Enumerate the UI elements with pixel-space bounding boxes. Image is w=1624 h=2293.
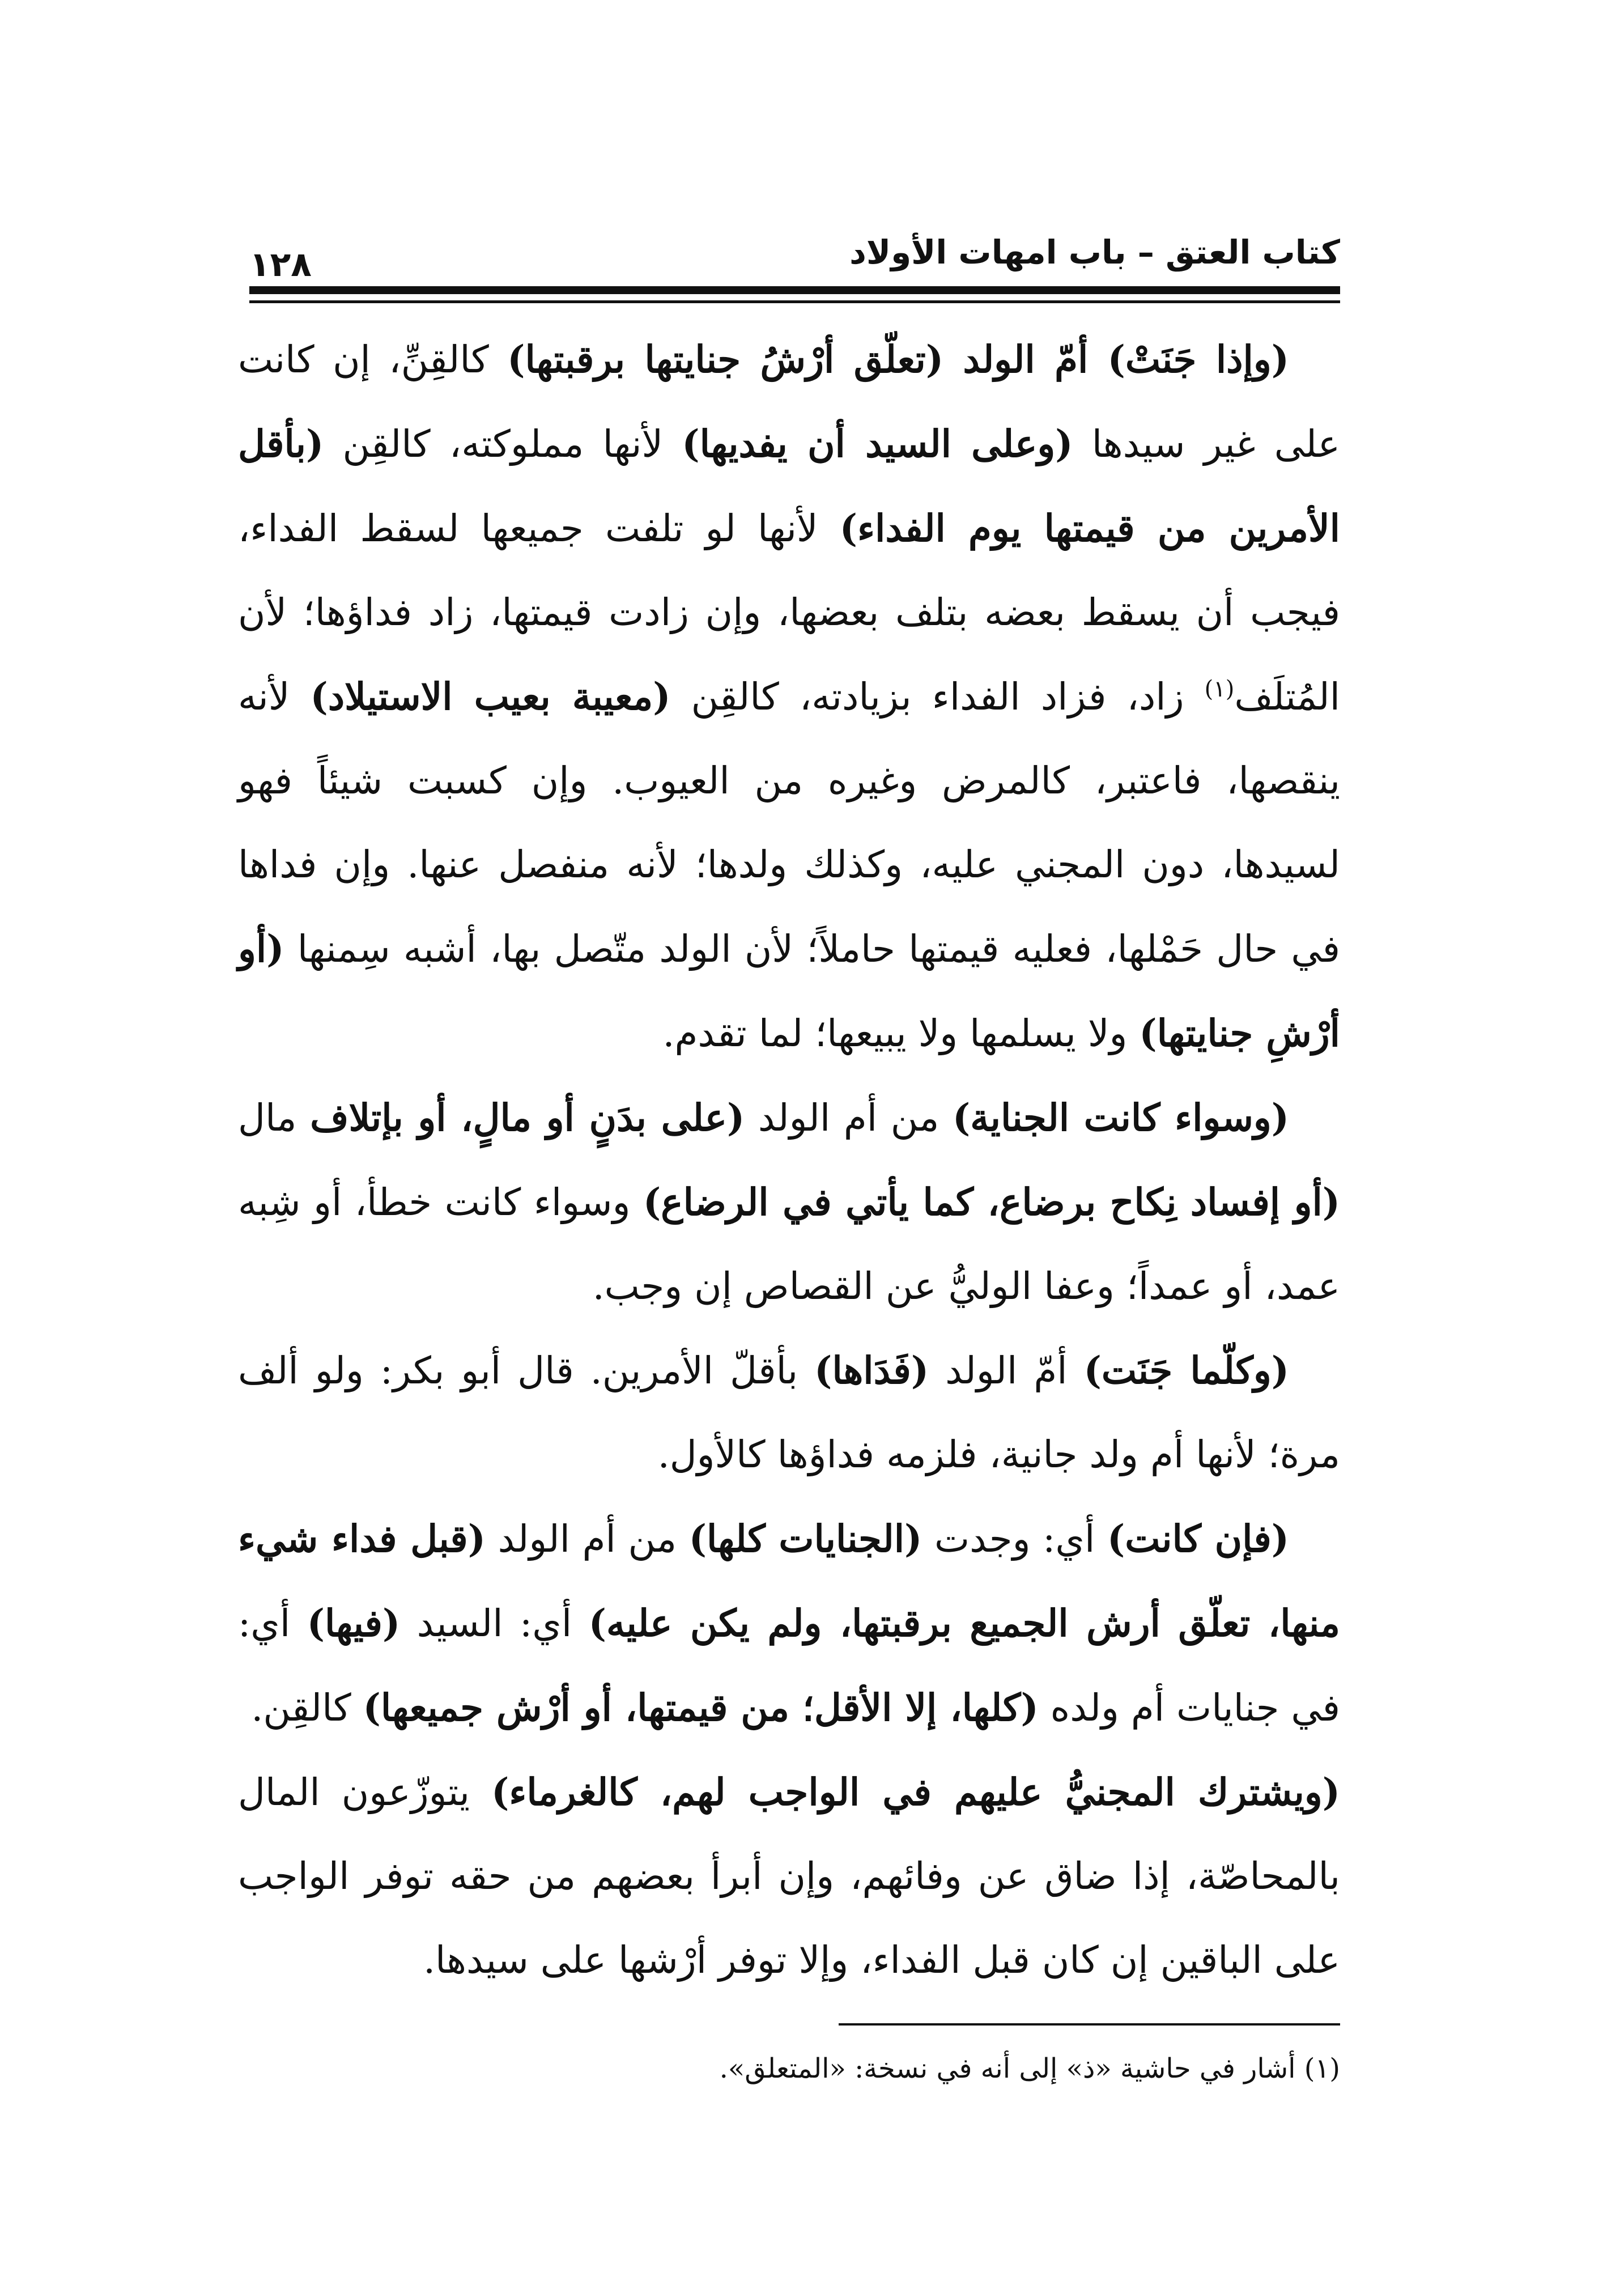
commentary-text: زاد، فزاد الفداء بزيادته، كالقِن <box>670 675 1205 719</box>
matn-text: (معيبة بعيب الاستيلاد) <box>310 674 671 719</box>
commentary-text: من أم الولد <box>745 1096 953 1140</box>
commentary-text: كالقِنِّ، إن كانت على غير سيدها <box>238 338 1340 466</box>
commentary-text: لأنه ينقصها، فاعتبر، كالمرض وغيره من العيوب. وإن كسبت شيئاً فهو لسيدها، دون المجني عليه، وكذلك ولدها؛ لأنه منفصل عنها. وإن فداها في حال حَمْلها، فعليه قيمتها حاملاً؛ لأن الولد متّصل بها، أشبه سِمنها <box>238 675 1340 971</box>
matn-text: (بأقل الأمرين من قيمتها يوم الفداء) <box>238 422 1340 550</box>
commentary-text: يتوزّعون المال بالمحاصّة، إذا ضاق عن وفائهم، وإن أبرأ بعضهم من حقه توفر الواجب على الباقين إن كان قبل الفداء، وإلا توفر أرْشها على سيدها. <box>238 1770 1340 1982</box>
commentary-text: أي: السيد <box>400 1602 589 1645</box>
commentary-text: وسواء كانت خطأ، أو شِبه عمد، أو عمداً؛ وعفا الوليُّ عن القصاص إن وجب. <box>238 1181 1340 1308</box>
commentary-text: مال <box>238 1096 311 1140</box>
commentary-text: بأقلّ الأمرين. قال أبو بكر: ولو ألف مرة؛ لأنها أم ولد جانية، فلزمه فداؤها كالأول. <box>238 1349 1340 1476</box>
paragraph-3 <box>238 1328 1340 1497</box>
paragraph-1 <box>238 317 1340 1076</box>
footnote-separator <box>839 2023 1340 2026</box>
commentary-text: أمّ الولد <box>929 1349 1084 1392</box>
matn-text: (فيها) <box>307 1601 401 1645</box>
commentary-text: كالقِن. <box>251 1686 363 1730</box>
page-header <box>249 227 1340 295</box>
commentary-text: أي: في جنايات أم ولده <box>238 1602 1340 1730</box>
matn-text: (أو أرْشِ جنايتها) <box>238 927 1340 1055</box>
page-number: ١٢٨ <box>249 245 312 284</box>
matn-text: (فَدَاها) <box>814 1348 929 1392</box>
matn-text: (قبل فداء شيء منها، تعلّق أرش الجميع برقبتها، ولم يكن عليه) <box>238 1517 1340 1645</box>
matn-text: (وسواء كانت الجناية) <box>953 1095 1289 1140</box>
commentary-text: أي: وجدت <box>922 1517 1108 1561</box>
paragraph-5 <box>238 1750 1340 2002</box>
footnote-reference: (١) <box>1204 676 1235 702</box>
header-rule-thin <box>249 300 1340 303</box>
matn-text: (فإن كانت) <box>1107 1517 1290 1561</box>
commentary-text: لأنها مملوكته، كالقِن <box>324 422 682 466</box>
matn-text: (وعلى السيد أن يفديها) <box>682 422 1073 466</box>
matn-text: (ويشترك المجنيُّ عليهم في الواجب لهم، كالغرماء) <box>491 1770 1340 1814</box>
paragraph-4 <box>238 1497 1340 1750</box>
body-text <box>238 317 1340 2002</box>
matn-text: (وكلّما جَنَت) <box>1083 1348 1289 1392</box>
matn-text: (وإذا جَنَتْ) أمّ الولد (تعلّق أرْشُ جنايتها برقبتها) <box>507 337 1289 381</box>
running-title: كتاب العتق – باب امهات الأولاد <box>849 233 1340 271</box>
paragraph-2 <box>238 1076 1340 1328</box>
matn-text: (الجنايات كلها) <box>688 1517 922 1561</box>
commentary-text: لأنها لو تلفت جميعها لسقط الفداء، فيجب أن يسقط بعضه بتلف بعضها، وإن زادت قيمتها، زاد فداؤها؛ لأن المُتلَف <box>238 507 1341 719</box>
commentary-text: ولا يسلمها ولا يبيعها؛ لما تقدم. <box>662 1012 1140 1055</box>
matn-text: (أو إفساد نِكاح برضاع، كما يأتي في الرضاع) <box>643 1180 1341 1224</box>
header-rule-thick <box>249 286 1340 294</box>
commentary-text: من أم الولد <box>485 1517 689 1561</box>
footnote: (١) أشار في حاشية «ذ» إلى أنه في نسخة: «المتعلق». <box>719 2053 1340 2084</box>
matn-text: (على بدَنٍ أو مالٍ، أو بإتلاف <box>310 1095 745 1140</box>
matn-text: (كلها، إلا الأقل؛ من قيمتها، أو أرْش جميعها) <box>363 1685 1039 1730</box>
